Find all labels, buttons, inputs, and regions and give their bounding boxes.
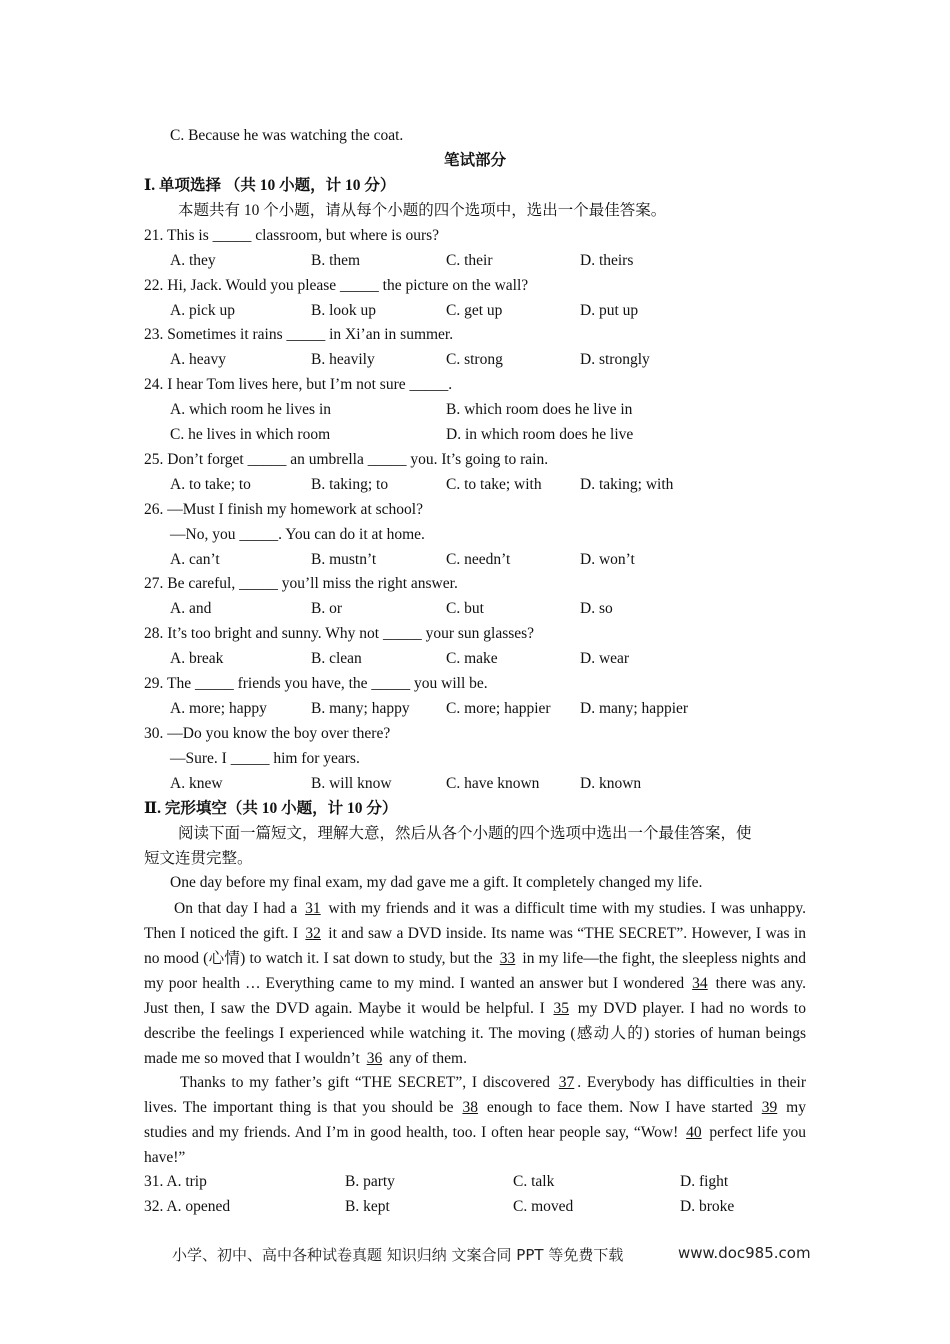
option-b: B. party — [345, 1173, 395, 1190]
cloze-blank-32: 32 — [305, 925, 321, 942]
option-c: C. their — [446, 252, 493, 269]
option-d: D. many; happier — [580, 700, 689, 717]
option-c: C. moved — [513, 1198, 574, 1215]
passage-text: with my friends and it was a difficult time with my studies. I was unhappy. Then I noticed the gift. I — [144, 900, 806, 942]
option-a: 32. A. opened — [144, 1198, 231, 1215]
option-b: B. kept — [345, 1198, 390, 1215]
passage-paragraph-3 — [144, 1070, 806, 1170]
cloze-blank-40: 40 — [686, 1124, 702, 1141]
cloze-blank-35: 35 — [553, 1000, 569, 1017]
question-stem-reply: —No, you _____. You can do it at home. — [170, 526, 425, 543]
option-c: C. more; happier — [446, 700, 551, 717]
option-d: D. wear — [580, 650, 630, 667]
passage-text: Thanks to my father’s gift “THE SECRET”, I discovered — [180, 1074, 556, 1091]
cloze-blank-36: 36 — [366, 1050, 383, 1067]
option-a: A. to take; to — [170, 476, 251, 493]
option-b: B. them — [311, 252, 361, 269]
option-c: C. he lives in which room — [170, 426, 331, 443]
option-a: A. pick up — [170, 302, 236, 319]
question-stem: 29. The _____ friends you have, the _____ you will be. — [144, 675, 488, 692]
option-d: D. taking; with — [580, 476, 674, 493]
option-c: C. have known — [446, 775, 540, 792]
option-b: B. mustn’t — [311, 551, 377, 568]
option-a: A. heavy — [170, 351, 226, 368]
option-b: B. or — [311, 600, 342, 617]
option-d: D. strongly — [580, 351, 650, 368]
passage-text: my studies and my friends. And I’m in good health, too. I often hear people say, “Wow! — [144, 1099, 806, 1141]
passage-text: perfect life you have!” — [144, 1124, 806, 1166]
option-d: D. theirs — [580, 252, 634, 269]
section-title: 笔试部分 — [443, 152, 506, 169]
passage-text: . Everybody has difficulties in their lives. The important thing is that you should be — [144, 1074, 807, 1116]
option-c: C. talk — [513, 1173, 555, 1190]
option-c: C. to take; with — [446, 476, 542, 493]
question-stem-reply: —Sure. I _____ him for years. — [170, 750, 360, 767]
passage-text: my DVD player. I had no words to describe the feelings I experienced while watching it. The moving (感动人的) stories of human beings made me so moved that I wouldn’t — [144, 1000, 806, 1067]
option-a: A. they — [170, 252, 216, 269]
question-stem: 27. Be careful, _____ you’ll miss the right answer. — [144, 575, 458, 592]
cloze-blank-37: 37 — [558, 1074, 575, 1091]
option-c: C. but — [446, 600, 484, 617]
option-b: B. will know — [311, 775, 392, 792]
part2-instruction-cont: 短文连贯完整。 — [144, 850, 253, 867]
option-c: C. needn’t — [446, 551, 511, 568]
option-b: B. look up — [311, 302, 377, 319]
option-d: D. broke — [680, 1198, 735, 1215]
option-b: B. heavily — [311, 351, 375, 368]
cloze-blank-39: 39 — [761, 1099, 778, 1116]
option-d: D. in which room does he live — [446, 426, 634, 443]
option-d: D. known — [580, 775, 642, 792]
part1-instruction: 本题共有 10 个小题，请从每个小题的四个选项中，选出一个最佳答案。 — [178, 202, 667, 219]
footer-text: 小学、初中、高中各种试卷真题 知识归纳 文案合同 PPT 等免费下载 — [172, 1246, 624, 1264]
cloze-blank-34: 34 — [692, 975, 708, 992]
option-c: C. strong — [446, 351, 503, 368]
option-b: B. many; happy — [311, 700, 410, 717]
passage-text: in my life—the fight, the sleepless nights and my poor health … Everything came to my mind. I wanted an answer but I wondered — [144, 950, 806, 992]
option-d: D. won’t — [580, 551, 635, 568]
cloze-blank-33: 33 — [499, 950, 516, 967]
option-b: B. clean — [311, 650, 362, 667]
question-stem: 30. —Do you know the boy over there? — [144, 725, 391, 742]
footer-link[interactable]: www.doc985.com — [678, 1244, 811, 1262]
question-stem: 23. Sometimes it rains _____ in Xi’an in summer. — [144, 326, 454, 343]
option-d: D. put up — [580, 302, 639, 319]
part2-instruction: 阅读下面一篇短文，理解大意，然后从各个小题的四个选项中选出一个最佳答案，使 — [178, 825, 752, 842]
option-a: A. knew — [170, 775, 223, 792]
option-a: A. can’t — [170, 551, 220, 568]
option-d: D. so — [580, 600, 613, 617]
part2-heading: Ⅱ. 完形填空（共 10 小题，计 10 分） — [144, 800, 398, 817]
passage-text: it and saw a DVD inside. Its name was “THE SECRET”. However, I was in no mood (心情) to watch it. I sat down to study, but the — [144, 925, 806, 967]
question-stem: 24. I hear Tom lives here, but I’m not sure _____. — [144, 376, 453, 393]
option-a: A. break — [170, 650, 224, 667]
cloze-blank-38: 38 — [462, 1099, 478, 1116]
passage-paragraph-2 — [144, 896, 806, 1071]
cloze-blank-31: 31 — [305, 900, 321, 917]
question-stem: 26. —Must I finish my homework at school? — [144, 501, 423, 518]
passage-text: any of them. — [385, 1050, 467, 1067]
passage-text: there was any. Just then, I saw the DVD again. Maybe it would be helpful. I — [144, 975, 806, 1017]
question-stem: 28. It’s too bright and sunny. Why not _____ your sun glasses? — [144, 625, 535, 642]
option-c: C. make — [446, 650, 498, 667]
option-a: A. more; happy — [170, 700, 267, 717]
question-stem: 21. This is _____ classroom, but where is ours? — [144, 227, 440, 244]
question-stem: 25. Don’t forget _____ an umbrella _____ you. It’s going to rain. — [144, 451, 549, 468]
part1-heading: Ⅰ. 单项选择 （共 10 小题，计 10 分） — [144, 177, 396, 194]
passage-text: On that day I had a — [174, 900, 303, 917]
option-a: A. and — [170, 600, 212, 617]
option-c: C. get up — [446, 302, 503, 319]
option-a: 31. A. trip — [144, 1173, 207, 1190]
option-a: A. which room he lives in — [170, 401, 332, 418]
option-b: B. taking; to — [311, 476, 389, 493]
question-stem: 22. Hi, Jack. Would you please _____ the picture on the wall? — [144, 277, 529, 294]
passage-paragraph-1: One day before my final exam, my dad gave me a gift. It completely changed my life. — [170, 874, 703, 891]
passage-text: enough to face them. Now I have started — [480, 1099, 759, 1116]
previous-question-option: C. Because he was watching the coat. — [170, 127, 404, 144]
option-b: B. which room does he live in — [446, 401, 633, 418]
option-d: D. fight — [680, 1173, 729, 1190]
